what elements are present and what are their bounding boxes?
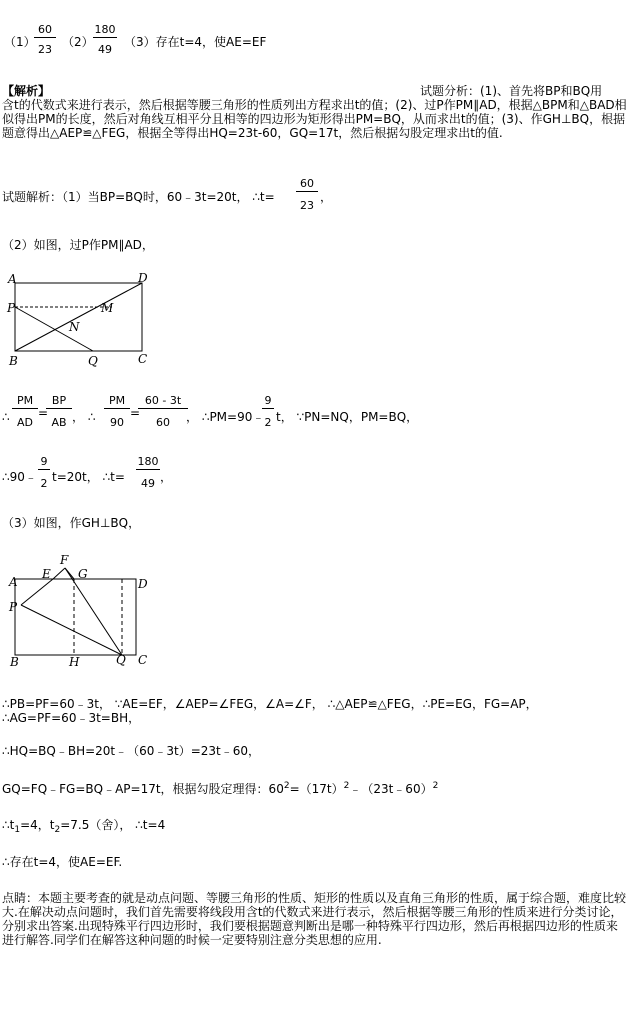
part1-denominator: 23 <box>300 199 314 212</box>
frac-ab-den: AB <box>51 416 67 429</box>
part3-line4 <box>2 782 438 798</box>
part2-line2-c: ， <box>160 470 173 484</box>
part3-l4-sup2: 2 <box>343 781 350 791</box>
frac2-9-num: 9 <box>38 456 50 470</box>
fig2-label-A: A <box>9 575 18 589</box>
fig2-label-C: C <box>138 653 148 667</box>
comment-text: 点睛：本题主要考查的就是动点问题、等腰三角形的性质、矩形的性质以及直角三角形的性质，属于综合题，难度比较大.在解决动点问题时，我们首先需要将线段用含t的代数式来进行表示，然后根据等腰三角形的性质来进行分类讨论，分别求出答案.出现特殊平行四边形时，我们要根据题意判断出是哪一种特殊平行四边形，然后再根据四边形的性质来进行解答.同学们在解答这种问题的时候一定要特别注意分类思想的应用. <box>2 891 627 947</box>
part3-l5-sub1: 1 <box>14 825 21 835</box>
fig1-label-B: B <box>9 354 18 368</box>
part3-l4-sup3: 2 <box>432 781 439 791</box>
analysis-summary-head: 试题分析：(1)、首先将BP和BQ用 <box>420 84 603 98</box>
fig1-label-N: N <box>69 320 80 334</box>
fig2-label-F: F <box>60 553 69 567</box>
part2-mid2: ， ∴PM=90﹣ <box>186 410 265 424</box>
answer-2-label: （2） <box>62 35 94 49</box>
frac-9-num: 9 <box>262 395 274 409</box>
part3-l4-b: =（17t） <box>289 782 344 796</box>
part3-l5-a: ∴t <box>2 818 15 832</box>
part3-l5-sub2: 2 <box>54 825 61 835</box>
answer-1-denominator: 23 <box>38 43 52 56</box>
frac-2-den: 2 <box>264 416 272 429</box>
part2-intro: （2）如图，过P作PM∥AD， <box>2 238 154 252</box>
fig2-label-B: B <box>10 655 19 669</box>
equals-sign-2: = <box>130 406 141 420</box>
frac-pm-num: PM <box>12 395 38 409</box>
answer-1-label: （1） <box>4 35 36 49</box>
part1-numerator: 60 <box>296 178 318 192</box>
figure-rectangle-fold <box>2 548 162 678</box>
fig2-label-E: E <box>42 567 51 581</box>
frac-90-den: 90 <box>110 416 124 429</box>
frac-bp-num: BP <box>46 395 72 409</box>
fig2-label-Q: Q <box>116 653 126 667</box>
part3-intro: （3）如图，作GH⊥BQ， <box>2 516 141 530</box>
fig2-label-G: G <box>78 567 88 581</box>
part3-line5 <box>2 818 165 834</box>
part2-tail: t， ∵PN=NQ，PM=BQ， <box>276 410 419 424</box>
frac-603t-num: 60 - 3t <box>138 395 188 409</box>
figure-rectangle-pm <box>2 270 162 380</box>
analysis-heading: 【解析】 <box>2 84 51 98</box>
part2-line2-a: ∴90﹣ <box>2 470 37 484</box>
frac-49-den: 49 <box>141 477 155 490</box>
equals-sign-1: = <box>38 406 49 420</box>
part3-l4-c: ﹣（23t﹣60） <box>349 782 433 796</box>
part3-conclusion: ∴存在t=4，使AE=EF. <box>2 855 123 869</box>
part3-l4-sup1: 2 <box>283 781 290 791</box>
fig1-label-D: D <box>138 271 148 285</box>
part2-therefore: ∴ <box>2 410 10 424</box>
frac-60-den: 60 <box>156 416 170 429</box>
frac2-2-den: 2 <box>40 477 48 490</box>
frac-180-num: 180 <box>137 455 159 468</box>
part3-line3: ∴HQ=BQ﹣BH=20t﹣（60﹣3t）=23t﹣60， <box>2 744 261 758</box>
fig1-label-A: A <box>8 272 17 286</box>
frac-ad-den: AD <box>17 416 33 429</box>
part3-line1: ∴PB=PF=60﹣3t， ∵AE=EF，∠AEP=∠FEG，∠A=∠F， ∴△AEP≌△FEG，∴PE=EG，FG=AP， <box>2 697 538 711</box>
fig1-label-M: M <box>101 301 114 315</box>
answer-2-denominator: 49 <box>98 43 112 56</box>
fig2-label-P: P <box>9 600 18 614</box>
part3-l5-c: =7.5（舍）， ∴t=4 <box>60 818 166 832</box>
answer-2-numerator: 180 <box>94 23 116 36</box>
part1-prefix: 试题解析：（1）当BP=BQ时，60﹣3t=20t， ∴t= <box>2 190 275 204</box>
fig1-label-P: P <box>7 301 16 315</box>
answer-1-numerator: 60 <box>34 24 56 38</box>
fig2-label-D: D <box>138 577 148 591</box>
part3-line2: ∴AG=PF=60﹣3t=BH， <box>2 711 141 725</box>
frac-pm2-num: PM <box>104 395 130 409</box>
part3-l5-b: =4，t <box>20 818 55 832</box>
part2-mid1: ， ∴ <box>72 410 96 424</box>
fig2-label-H: H <box>69 655 80 669</box>
answer-3-text: （3）存在t=4，使AE=EF <box>124 35 267 49</box>
fig1-label-Q: Q <box>88 354 98 368</box>
fig1-label-C: C <box>138 352 148 366</box>
part1-suffix: ， <box>320 190 333 204</box>
part3-l4-a: GQ=FQ﹣FG=BQ﹣AP=17t，根据勾股定理得：60 <box>2 782 284 796</box>
analysis-summary-body: 含t的代数式来进行表示，然后根据等腰三角形的性质列出方程求出t的值；(2)、过P作PM∥AD，根据△BPM和△BAD相似得出PM的长度，然后对角线互相平分且相等的四边形为矩形得出PM=BQ，从而求出t的值；(3)、作GH⊥BQ，根据题意得出△AEP≌△FEG，根据全等得出HQ=23t-60，GQ=17t，然后根据勾股定理求出t的值. <box>2 98 627 140</box>
part2-line2-b: t=20t， ∴t= <box>52 470 125 484</box>
